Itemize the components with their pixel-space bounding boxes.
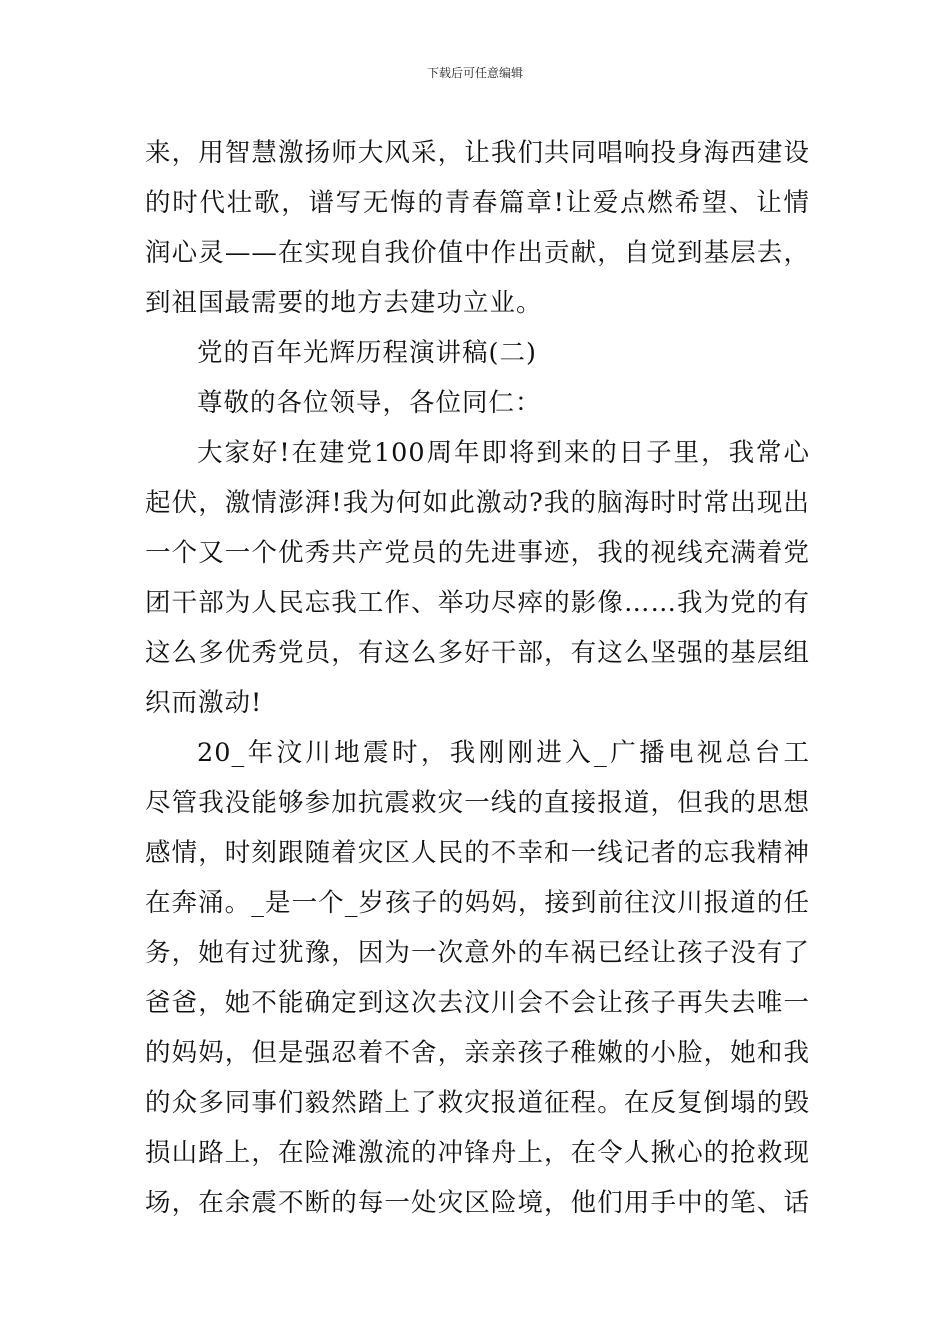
text-line: 织而激动! — [145, 688, 263, 718]
text-line: 党的百年光辉历程演讲稿(二) — [197, 338, 537, 368]
text-line: 大家好!在建党100周年即将到来的日子里，我常心 — [197, 438, 810, 468]
text-line: 到祖国最需要的地方去建功立业。 — [145, 288, 543, 318]
text-line: 的众多同事们毅然踏上了救灾报道征程。在反复倒塌的毁 — [145, 1088, 810, 1118]
text-line: 润心灵——在实现自我价值中作出贡献，自觉到基层去， — [145, 238, 810, 268]
text-line: 团干部为人民忘我工作、举功尽瘁的影像……我为党的有 — [145, 588, 810, 618]
text-line: 场，在余震不断的每一处灾区险境，他们用手中的笔、话 — [145, 1188, 810, 1218]
document-body — [145, 128, 810, 1228]
text-line: 的时代壮歌，谱写无悔的青春篇章!让爱点燃希望、让情 — [145, 188, 810, 218]
text-line: 损山路上，在险滩激流的冲锋舟上，在令人揪心的抢救现 — [145, 1138, 810, 1168]
text-line: 一个又一个优秀共产党员的先进事迹，我的视线充满着党 — [145, 538, 810, 568]
text-line: 的妈妈，但是强忍着不舍，亲亲孩子稚嫩的小脸，她和我 — [145, 1038, 810, 1068]
text-line: 爸爸，她不能确定到这次去汶川会不会让孩子再失去唯一 — [145, 988, 810, 1018]
text-line: 尊敬的各位领导，各位同仁： — [197, 388, 542, 418]
text-line: 来，用智慧激扬师大风采，让我们共同唱响投身海西建设 — [145, 138, 810, 168]
text-line: 感情，时刻跟随着灾区人民的不幸和一线记者的忘我精神 — [145, 838, 810, 868]
text-line: 在奔涌。_是一个_岁孩子的妈妈，接到前往汶川报道的任 — [145, 888, 810, 918]
text-line: 务，她有过犹豫，因为一次意外的车祸已经让孩子没有了 — [145, 938, 810, 968]
text-line: 这么多优秀党员，有这么多好干部，有这么坚强的基层组 — [145, 638, 810, 668]
page-header-note: 下载后可任意编辑 — [426, 66, 523, 80]
text-line: 起伏，激情澎湃!我为何如此激动?我的脑海时时常出现出 — [145, 488, 810, 518]
text-line: 尽管我没能够参加抗震救灾一线的直接报道，但我的思想 — [145, 788, 810, 818]
text-line: 20_年汶川地震时，我刚刚进入_广播电视总台工 — [197, 738, 810, 768]
